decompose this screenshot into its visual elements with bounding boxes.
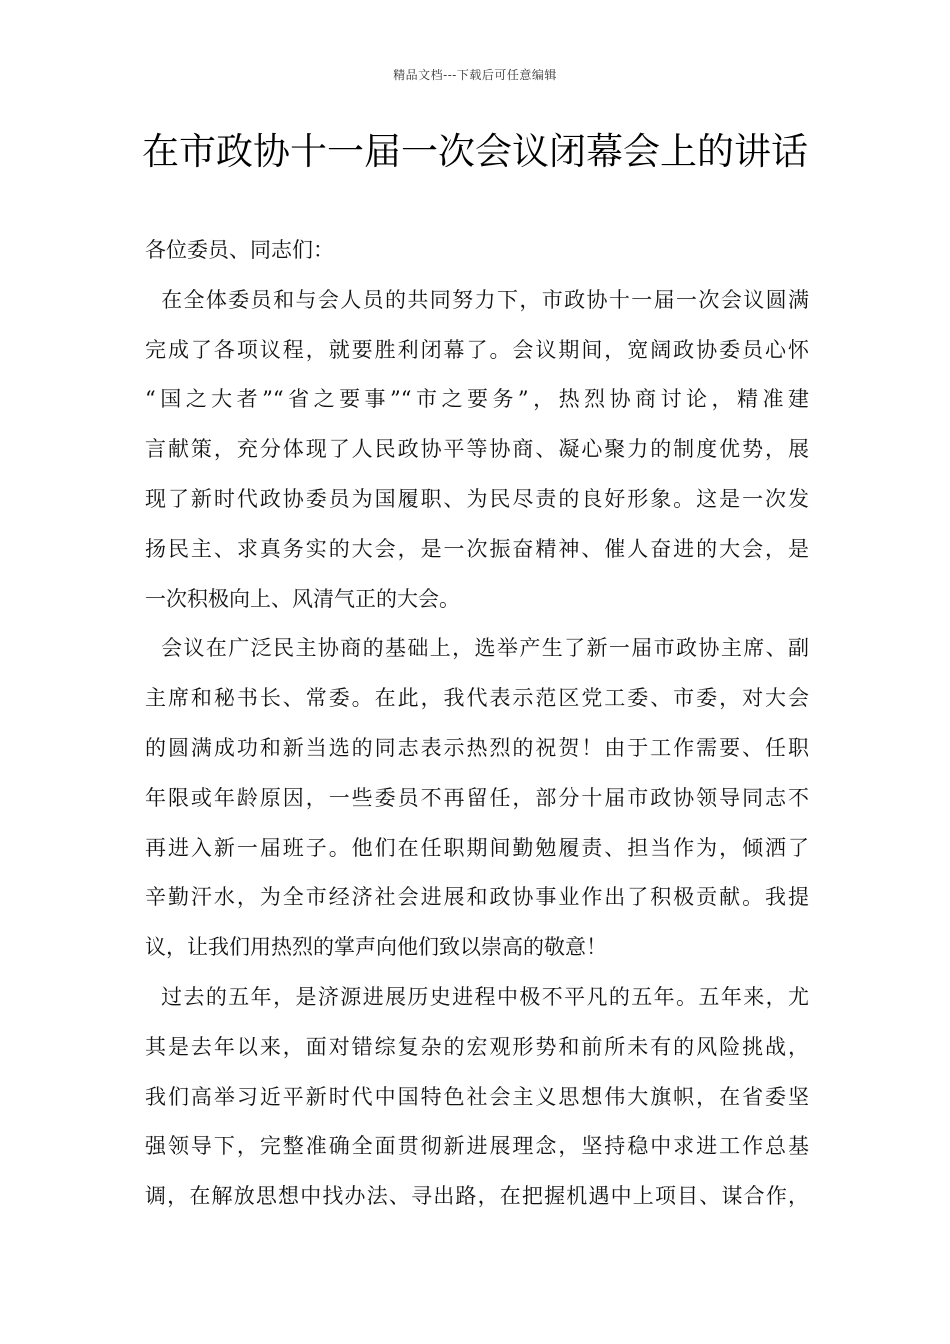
text-line: 各位委员、同志们： xyxy=(145,238,334,262)
header-note: 精品文档---下载后可任意编辑 xyxy=(393,68,557,82)
text-line: 辛勤汗水，为全市经济社会进展和政协事业作出了积极贡献。我提 xyxy=(145,885,809,910)
text-line: “国之大者”“省之要事”“市之要务”，热烈协商讨论，精准建 xyxy=(145,387,809,412)
text-line: 其是去年以来，面对错综复杂的宏观形势和前所未有的风险挑战， xyxy=(145,1034,809,1059)
text-line: 现了新时代政协委员为国履职、为民尽责的良好形象。这是一次发 xyxy=(145,486,809,511)
text-line: 议，让我们用热烈的掌声向他们致以崇高的敬意！ xyxy=(145,935,607,960)
text-line: 完成了各项议程，就要胜利闭幕了。会议期间，宽阔政协委员心怀 xyxy=(145,337,809,362)
text-line: 过去的五年，是济源进展历史进程中极不平凡的五年。五年来，尤 xyxy=(145,984,809,1009)
document-body xyxy=(145,226,809,1222)
text-line: 在全体委员和与会人员的共同努力下，市政协十一届一次会议圆满 xyxy=(145,287,809,312)
text-line: 会议在广泛民主协商的基础上，选举产生了新一届市政协主席、副 xyxy=(145,636,809,661)
text-line: 年限或年龄原因，一些委员不再留任，部分十届市政协领导同志不 xyxy=(145,785,809,810)
document-title: 在市政协十一届一次会议闭幕会上的讲话 xyxy=(142,130,808,173)
text-line: 主席和秘书长、常委。在此，我代表示范区党工委、市委，对大会 xyxy=(145,686,809,711)
text-line: 再进入新一届班子。他们在任职期间勤勉履责、担当作为，倾洒了 xyxy=(145,835,809,860)
text-line: 言献策，充分体现了人民政协平等协商、凝心聚力的制度优势，展 xyxy=(145,437,809,462)
text-line: 扬民主、求真务实的大会，是一次振奋精神、催人奋进的大会，是 xyxy=(145,536,809,561)
text-line: 的圆满成功和新当选的同志表示热烈的祝贺！由于工作需要、任职 xyxy=(145,735,809,760)
text-line: 强领导下，完整准确全面贯彻新进展理念，坚持稳中求进工作总基 xyxy=(145,1134,809,1159)
text-line: 调，在解放思想中找办法、寻出路，在把握机遇中上项目、谋合作， xyxy=(145,1184,809,1209)
text-line: 一次积极向上、风清气正的大会。 xyxy=(145,586,460,611)
text-line: 我们高举习近平新时代中国特色社会主义思想伟大旗帜，在省委坚 xyxy=(145,1084,809,1109)
